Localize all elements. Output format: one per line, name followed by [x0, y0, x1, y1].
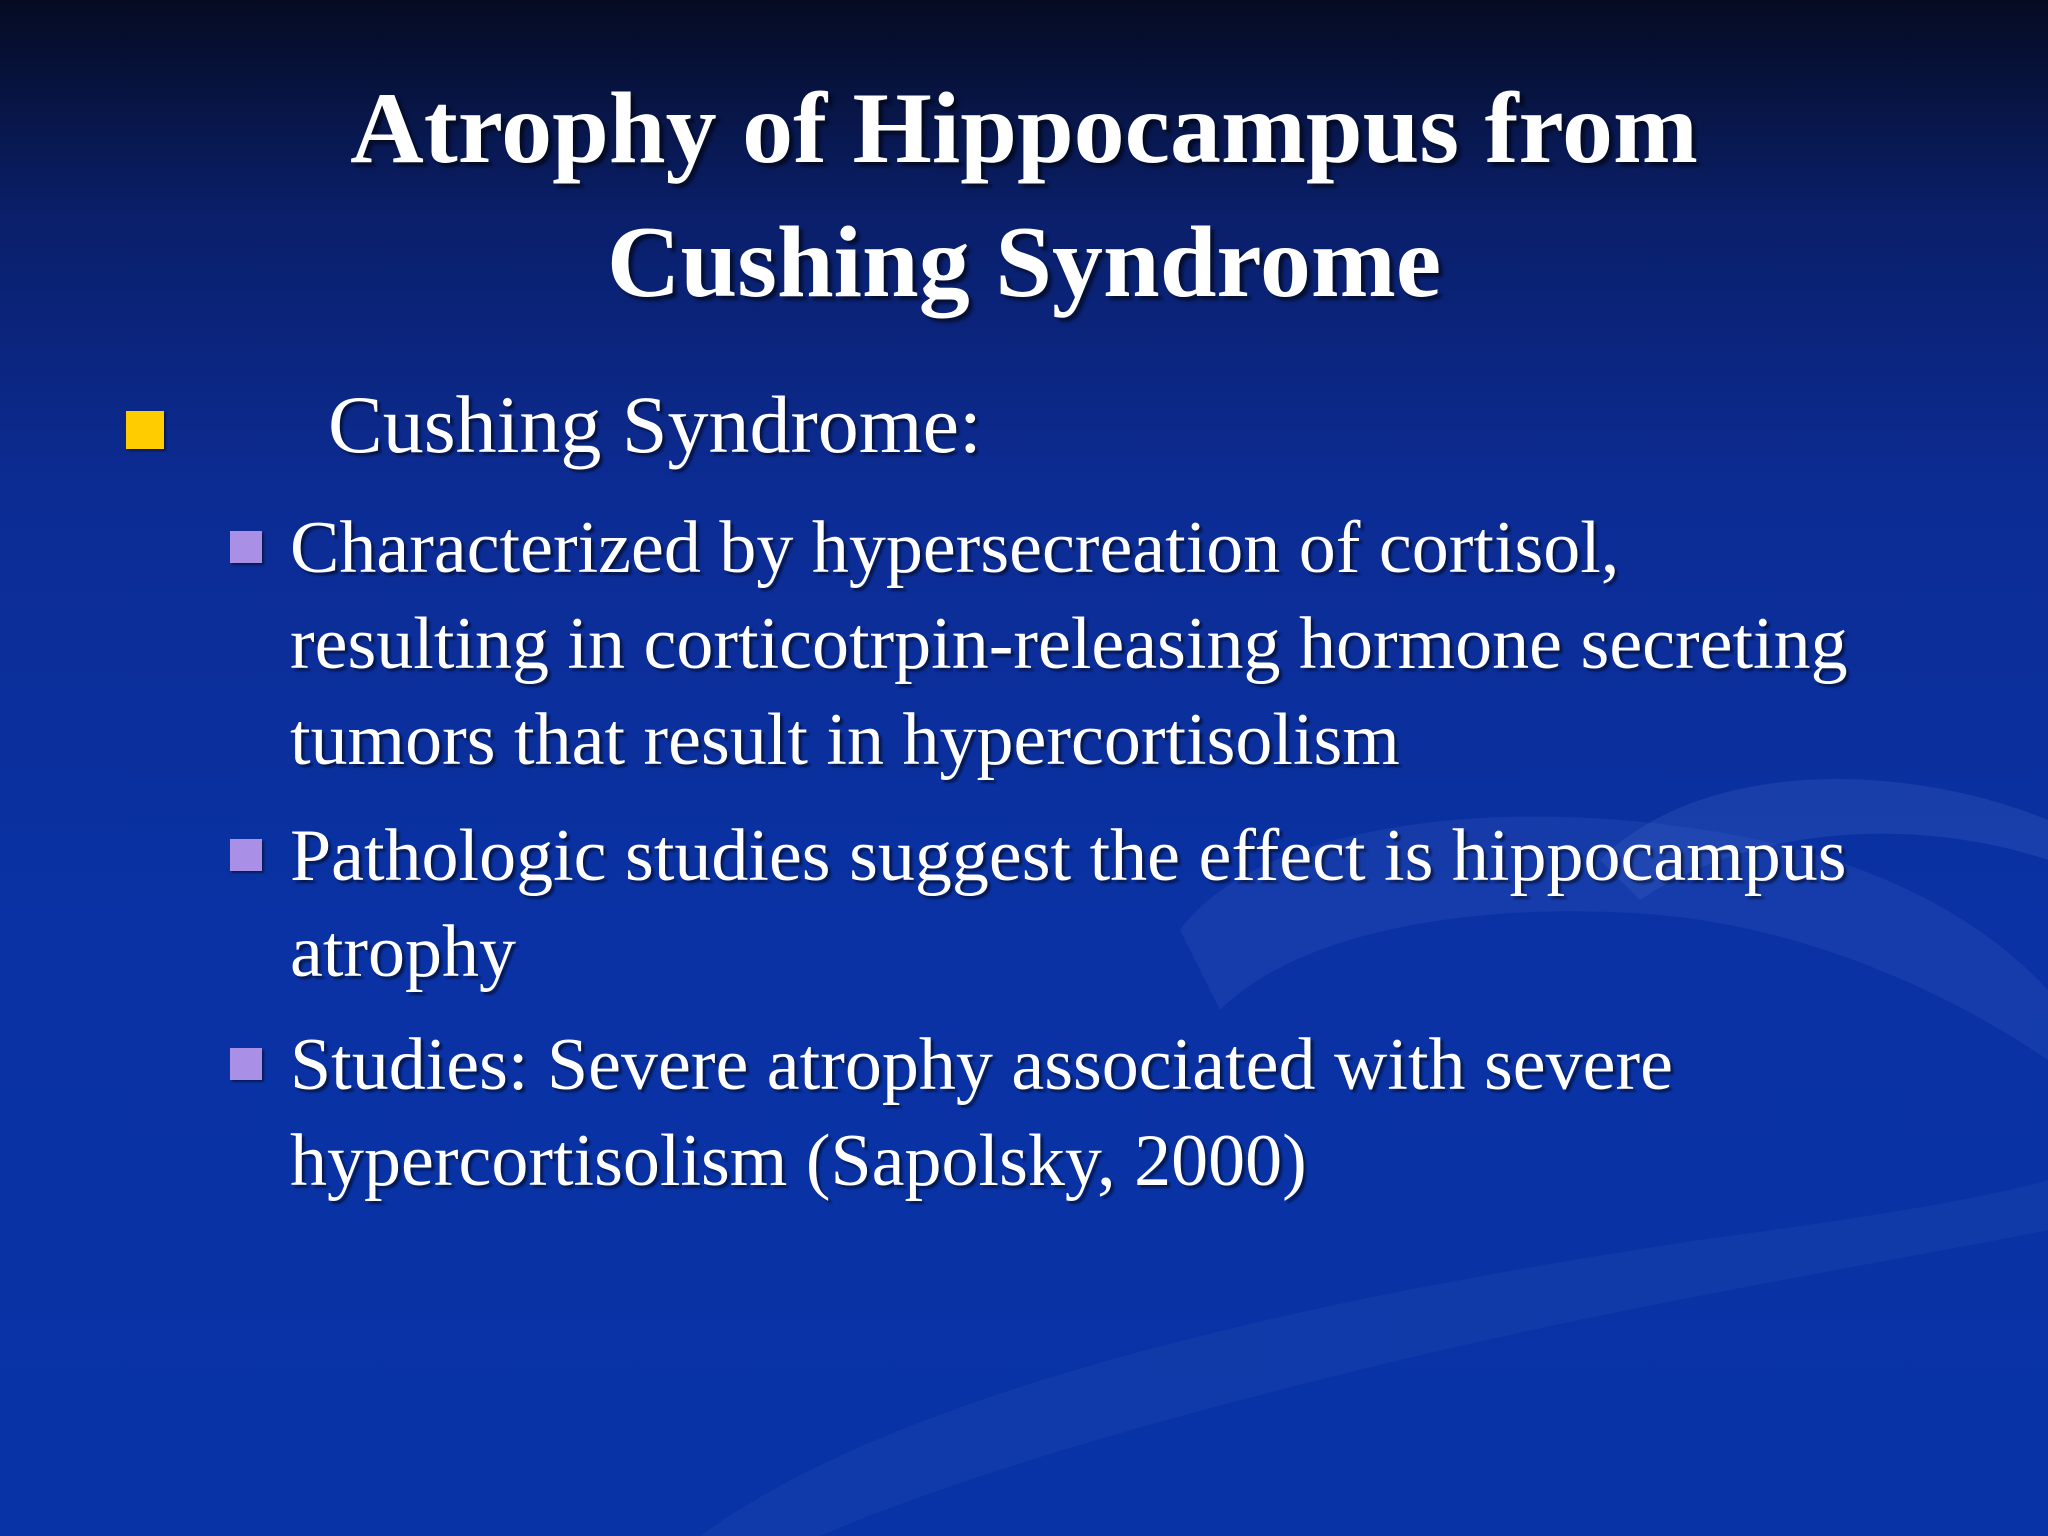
sub-bullet-line: atrophy [290, 911, 517, 993]
purple-square-bullet-icon [230, 1048, 262, 1080]
bullet-text: Cushing Syndrome: [328, 379, 982, 470]
sub-bullet-line: Studies: Severe atrophy associated with severe [290, 1024, 1673, 1106]
sub-bullet-line: Pathologic studies suggest the effect is hippocampus [290, 815, 1847, 897]
sub-bullet-line: hypercortisolism (Sapolsky, 2000) [290, 1120, 1307, 1202]
purple-square-bullet-icon [230, 839, 262, 871]
title-line-1: Atrophy of Hippocampus from [350, 72, 1698, 185]
sub-bullet-line: Characterized by hypersecreation of cortisol, [290, 507, 1620, 589]
title-line-2: Cushing Syndrome [606, 206, 1442, 319]
yellow-square-bullet-icon [126, 411, 164, 449]
sub-bullet-studies [290, 1017, 1990, 1209]
sub-bullet-line: tumors that result in hypercortisolism [290, 699, 1400, 781]
sub-bullet-line: resulting in corticotrpin-releasing hormone secreting [290, 603, 1848, 685]
sub-bullet-pathologic [290, 808, 1990, 1000]
purple-square-bullet-icon [230, 531, 262, 563]
sub-bullet-characterized [290, 500, 1990, 788]
